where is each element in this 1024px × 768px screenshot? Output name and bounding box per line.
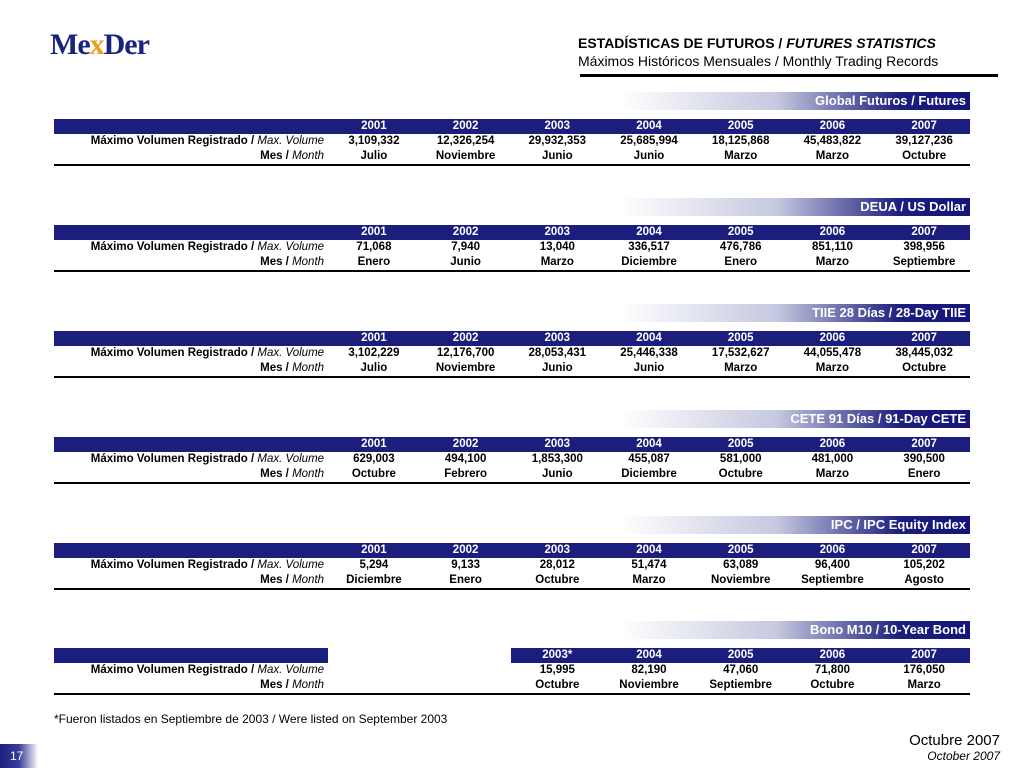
year-cell: 2001: [328, 225, 420, 240]
volume-cell: 51,474: [631, 559, 667, 571]
section-title: TIIE 28 Días / 28-Day TIIE: [620, 304, 970, 322]
year-cell: [328, 648, 420, 663]
month-cell: Agosto: [878, 573, 970, 589]
mexder-logo: MexDer: [50, 28, 149, 61]
month-cell: Enero: [420, 573, 512, 589]
month-cell: Enero: [328, 255, 420, 271]
volume-cell: 3,109,332: [348, 135, 400, 147]
date-spanish: Octubre 2007: [909, 732, 1000, 749]
year-header-row: [54, 225, 970, 240]
volume-cell: 17,532,627: [711, 347, 770, 359]
year-cell: 2007: [878, 648, 970, 663]
year-cell: 2001: [328, 119, 420, 134]
year-cell: 2004: [603, 543, 695, 558]
volume-row: [54, 134, 970, 149]
volume-cell: 481,000: [811, 453, 854, 465]
volume-cell: 38,445,032: [895, 347, 953, 359]
volume-row: [54, 558, 970, 573]
volume-cell: 629,003: [353, 453, 395, 465]
month-cell: Junio: [511, 149, 603, 165]
month-row: [54, 149, 970, 165]
month-cell: Octubre: [511, 678, 603, 694]
year-cell: 2004: [603, 648, 695, 663]
year-cell: 2001: [328, 331, 420, 346]
month-cell: Octubre: [511, 573, 603, 589]
records-table: [54, 648, 970, 695]
year-cell: 2005: [695, 437, 787, 452]
month-cell: Diciembre: [328, 573, 420, 589]
records-table: [54, 119, 970, 166]
year-cell: 2005: [695, 331, 787, 346]
volume-cell: 476,786: [719, 241, 762, 253]
section-title: CETE 91 Días / 91-Day CETE: [620, 410, 970, 428]
year-cell: 2003*: [511, 648, 603, 663]
volume-label: Máximo Volumen Registrado / Max. Volume: [90, 664, 325, 676]
year-cell: 2007: [878, 437, 970, 452]
volume-cell: 18,125,868: [711, 135, 770, 147]
section-title: Bono M10 / 10-Year Bond: [620, 621, 970, 639]
month-label: Mes / Month: [54, 361, 328, 377]
volume-label: Máximo Volumen Registrado / Max. Volume: [90, 453, 325, 465]
volume-cell: 25,685,994: [620, 135, 678, 147]
month-row: [54, 361, 970, 377]
page-title: ESTADÍSTICAS DE FUTUROS / FUTURES STATISTICS: [578, 35, 936, 51]
month-cell: Julio: [328, 361, 420, 377]
month-cell: Marzo: [603, 573, 695, 589]
month-row: [54, 467, 970, 483]
header-blank: [54, 543, 328, 558]
month-cell: Diciembre: [603, 467, 695, 483]
volume-cell: 455,087: [628, 453, 670, 465]
month-cell: Marzo: [695, 149, 787, 165]
volume-cell: 336,517: [628, 241, 670, 253]
year-header-row: [54, 119, 970, 134]
month-cell: Junio: [511, 467, 603, 483]
year-cell: 2002: [420, 437, 512, 452]
year-cell: 2002: [420, 543, 512, 558]
year-cell: 2006: [787, 331, 879, 346]
volume-cell: 71,068: [356, 241, 392, 253]
page-number: 17: [0, 744, 38, 768]
page-subtitle: Máximos Históricos Mensuales / Monthly Trading Records: [578, 53, 939, 69]
year-header-row: [54, 543, 970, 558]
month-cell: Junio: [603, 149, 695, 165]
month-cell: Marzo: [695, 361, 787, 377]
volume-row: [54, 346, 970, 361]
month-cell: Junio: [420, 255, 512, 271]
month-cell: Marzo: [787, 361, 879, 377]
month-cell: Noviembre: [420, 149, 512, 165]
month-label: Mes / Month: [54, 149, 328, 165]
month-cell: Febrero: [420, 467, 512, 483]
year-header-row: [54, 331, 970, 346]
volume-row: [54, 663, 970, 678]
year-cell: 2004: [603, 225, 695, 240]
volume-cell: 28,012: [539, 559, 575, 571]
month-cell: Noviembre: [420, 361, 512, 377]
month-row: [54, 678, 970, 694]
volume-cell: 176,050: [903, 664, 945, 676]
month-label: Mes / Month: [54, 467, 328, 483]
header-blank: [54, 331, 328, 346]
year-cell: 2005: [695, 225, 787, 240]
volume-cell: [328, 663, 420, 678]
year-cell: 2002: [420, 119, 512, 134]
volume-cell: 1,853,300: [531, 453, 583, 465]
volume-cell: 29,932,353: [528, 135, 587, 147]
year-cell: 2004: [603, 437, 695, 452]
volume-cell: [420, 663, 512, 678]
volume-cell: 9,133: [451, 559, 480, 571]
year-cell: 2007: [878, 543, 970, 558]
month-cell: Octubre: [878, 149, 970, 165]
year-cell: 2006: [787, 543, 879, 558]
volume-label: Máximo Volumen Registrado / Max. Volume: [90, 559, 325, 571]
year-cell: 2005: [695, 119, 787, 134]
volume-cell: 96,400: [814, 559, 850, 571]
header-blank: [54, 648, 328, 663]
year-cell: 2007: [878, 225, 970, 240]
month-cell: Septiembre: [695, 678, 787, 694]
year-cell: 2001: [328, 437, 420, 452]
month-cell: Diciembre: [603, 255, 695, 271]
header-divider: [580, 74, 998, 77]
volume-cell: 3,102,229: [348, 347, 400, 359]
year-cell: 2007: [878, 331, 970, 346]
volume-cell: 398,956: [903, 241, 945, 253]
year-cell: 2003: [511, 331, 603, 346]
records-table: [54, 331, 970, 378]
date-block: [909, 732, 1000, 763]
month-cell: Marzo: [878, 678, 970, 694]
volume-label: Máximo Volumen Registrado / Max. Volume: [90, 347, 325, 359]
month-label: Mes / Month: [54, 678, 328, 694]
month-cell: Octubre: [787, 678, 879, 694]
month-cell: Noviembre: [603, 678, 695, 694]
month-cell: Noviembre: [695, 573, 787, 589]
volume-cell: 12,176,700: [436, 347, 495, 359]
year-cell: 2003: [511, 119, 603, 134]
section-title: DEUA / US Dollar: [620, 198, 970, 216]
section-title: IPC / IPC Equity Index: [620, 516, 970, 534]
volume-cell: 851,110: [811, 241, 853, 253]
year-header-row: [54, 648, 970, 663]
volume-row: [54, 452, 970, 467]
month-cell: Marzo: [787, 149, 879, 165]
volume-cell: 5,294: [359, 559, 389, 571]
month-cell: Junio: [603, 361, 695, 377]
month-cell: Junio: [511, 361, 603, 377]
volume-cell: 71,800: [814, 664, 850, 676]
month-cell: Octubre: [695, 467, 787, 483]
year-cell: 2002: [420, 331, 512, 346]
volume-cell: 25,446,338: [620, 347, 678, 359]
month-cell: [328, 678, 420, 694]
page-header: [578, 35, 998, 70]
volume-row: [54, 240, 970, 255]
year-cell: 2005: [695, 648, 787, 663]
month-cell: Marzo: [787, 467, 879, 483]
volume-cell: 105,202: [903, 559, 945, 571]
month-cell: Octubre: [328, 467, 420, 483]
volume-cell: 47,060: [723, 664, 759, 676]
volume-label: Máximo Volumen Registrado / Max. Volume: [90, 135, 325, 147]
year-cell: 2004: [603, 331, 695, 346]
month-cell: Marzo: [787, 255, 879, 271]
month-cell: Septiembre: [878, 255, 970, 271]
month-cell: Enero: [878, 467, 970, 483]
volume-cell: 494,100: [444, 453, 487, 465]
volume-cell: 44,055,478: [803, 347, 862, 359]
month-row: [54, 255, 970, 271]
volume-cell: 28,053,431: [528, 347, 587, 359]
section-title: Global Futuros / Futures: [620, 92, 970, 110]
month-label: Mes / Month: [54, 255, 328, 271]
month-cell: Septiembre: [787, 573, 879, 589]
records-table: [54, 543, 970, 590]
year-cell: 2007: [878, 119, 970, 134]
volume-label: Máximo Volumen Registrado / Max. Volume: [90, 241, 325, 253]
volume-cell: 390,500: [903, 453, 945, 465]
month-cell: Marzo: [511, 255, 603, 271]
volume-cell: 45,483,822: [803, 135, 862, 147]
volume-cell: 581,000: [719, 453, 762, 465]
volume-cell: 39,127,236: [895, 135, 953, 147]
year-cell: 2002: [420, 225, 512, 240]
volume-cell: 13,040: [539, 241, 575, 253]
year-cell: 2006: [787, 119, 879, 134]
date-english: October 2007: [927, 749, 1000, 763]
year-cell: 2003: [511, 437, 603, 452]
year-cell: 2006: [787, 437, 879, 452]
year-cell: 2005: [695, 543, 787, 558]
volume-cell: 63,089: [723, 559, 759, 571]
volume-cell: 15,995: [539, 664, 575, 676]
year-cell: [420, 648, 512, 663]
year-cell: 2003: [511, 543, 603, 558]
month-label: Mes / Month: [54, 573, 328, 589]
records-table: [54, 437, 970, 484]
header-blank: [54, 119, 328, 134]
year-header-row: [54, 437, 970, 452]
volume-cell: 7,940: [451, 241, 480, 253]
year-cell: 2006: [787, 648, 879, 663]
month-cell: Octubre: [878, 361, 970, 377]
header-blank: [54, 225, 328, 240]
records-table: [54, 225, 970, 272]
month-row: [54, 573, 970, 589]
volume-cell: 82,190: [631, 664, 667, 676]
month-cell: Enero: [695, 255, 787, 271]
footnote: *Fueron listados en Septiembre de 2003 / Were listed on September 2003: [54, 712, 448, 726]
year-cell: 2006: [787, 225, 879, 240]
year-cell: 2004: [603, 119, 695, 134]
year-cell: 2003: [511, 225, 603, 240]
volume-cell: 12,326,254: [436, 135, 495, 147]
month-cell: Julio: [328, 149, 420, 165]
header-blank: [54, 437, 328, 452]
month-cell: [420, 678, 512, 694]
year-cell: 2001: [328, 543, 420, 558]
